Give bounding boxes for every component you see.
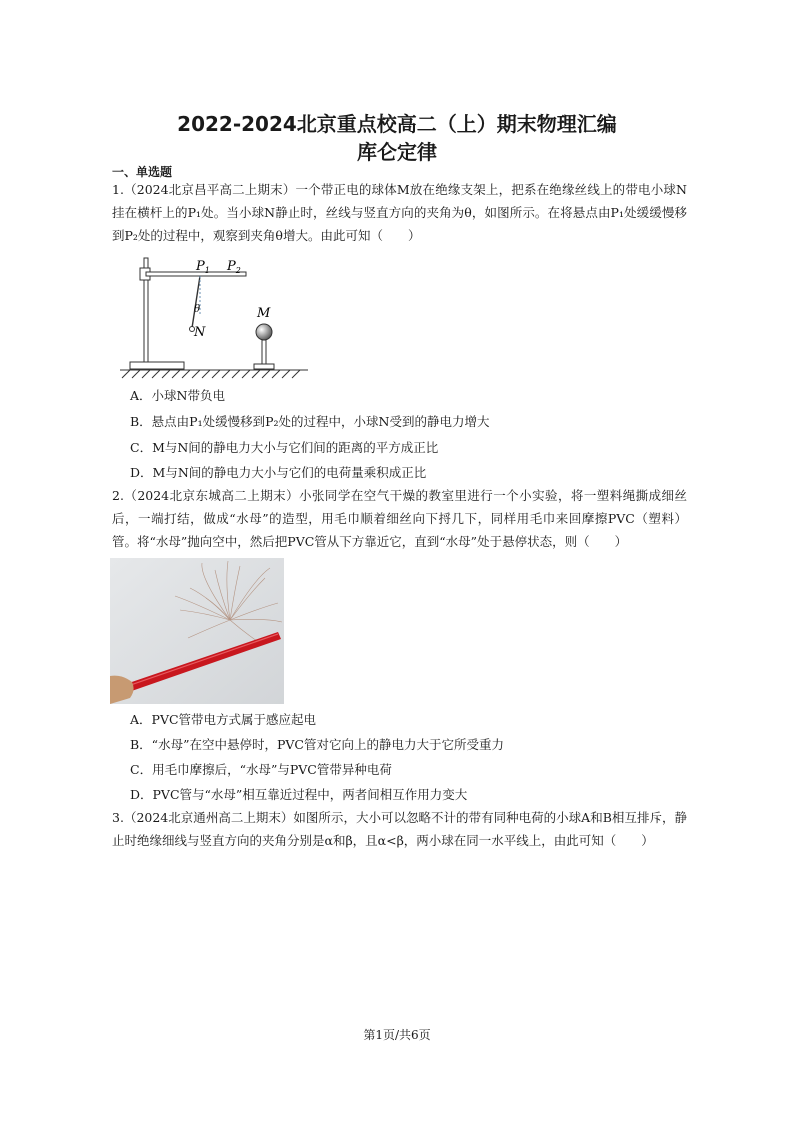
q2-option-c: C．用毛巾摩擦后，“水母”与PVC管带异种电荷 [130,762,392,777]
page-number: 第1页/共6页 [363,1028,431,1042]
q1-text: 1.（2024北京昌平高二上期末）一个带正电的球体M放在绝缘支架上，把系在绝缘丝线上的带电小球N挂在横杆上的P₁处。当小球N静止时，丝线与竖直方向的夹角为θ，如图所示。在将悬点由P₁处缓缓慢移到P₂处的过程中，观察到夹角θ增大。由此可知（ ） [112,182,687,243]
q2-photo [110,558,284,704]
q3-text: 3.（2024北京通州高二上期末）如图所示，大小可以忽略不计的带有同种电荷的小球A和B相互排斥，静止时绝缘细线与竖直方向的夹角分别是α和β，且α<β，两小球在同一水平线上，由此可知（ ） [112,810,687,848]
doc-subtitle: 库仑定律 [357,140,437,164]
section-label: 一、单选题 [112,165,173,179]
sphere-m [256,324,272,340]
label-n: N [194,325,206,340]
q1-option-b: B．悬点由P₁处缓慢移到P₂处的过程中，小球N受到的静电力增大 [130,414,490,429]
q1-option-a: A．小球N带负电 [130,388,225,403]
q2-option-b: B．“水母”在空中悬停时，PVC管对它向上的静电力大于它所受重力 [130,737,504,752]
q1-option-d: D．M与N间的静电力大小与它们的电荷量乘积成正比 [130,465,427,480]
stand-base [130,362,184,369]
support-base [254,364,274,369]
label-m: M [257,306,271,321]
label-p1: $P_1$ [196,259,210,275]
doc-title: 2022-2024北京重点校高二（上）期末物理汇编 [177,112,617,136]
silk-thread [192,276,200,328]
q1-figure [112,252,312,382]
q2-text: 2.（2024北京东城高二上期末）小张同学在空气干燥的教室里进行一个小实验，将一塑料绳撕成细丝后，一端打结，做成“水母”的造型，用毛巾顺着细丝向下捋几下，同样用毛巾来回摩擦PVC（塑料）管。将“水母”抛向空中，然后把PVC管从下方靠近它，直到“水母”处于悬停状态，则（ ） [112,488,687,549]
ground-hatching [120,370,308,378]
label-theta: θ [194,304,201,315]
insulating-support [262,340,266,364]
q2-option-d: D．PVC管与“水母”相互靠近过程中，两者间相互作用力变大 [130,787,468,802]
q1-option-c: C．M与N间的静电力大小与它们间的距离的平方成正比 [130,440,439,455]
q2-option-a: A．PVC管带电方式属于感应起电 [130,712,317,727]
label-p2: $P_2$ [227,259,241,275]
